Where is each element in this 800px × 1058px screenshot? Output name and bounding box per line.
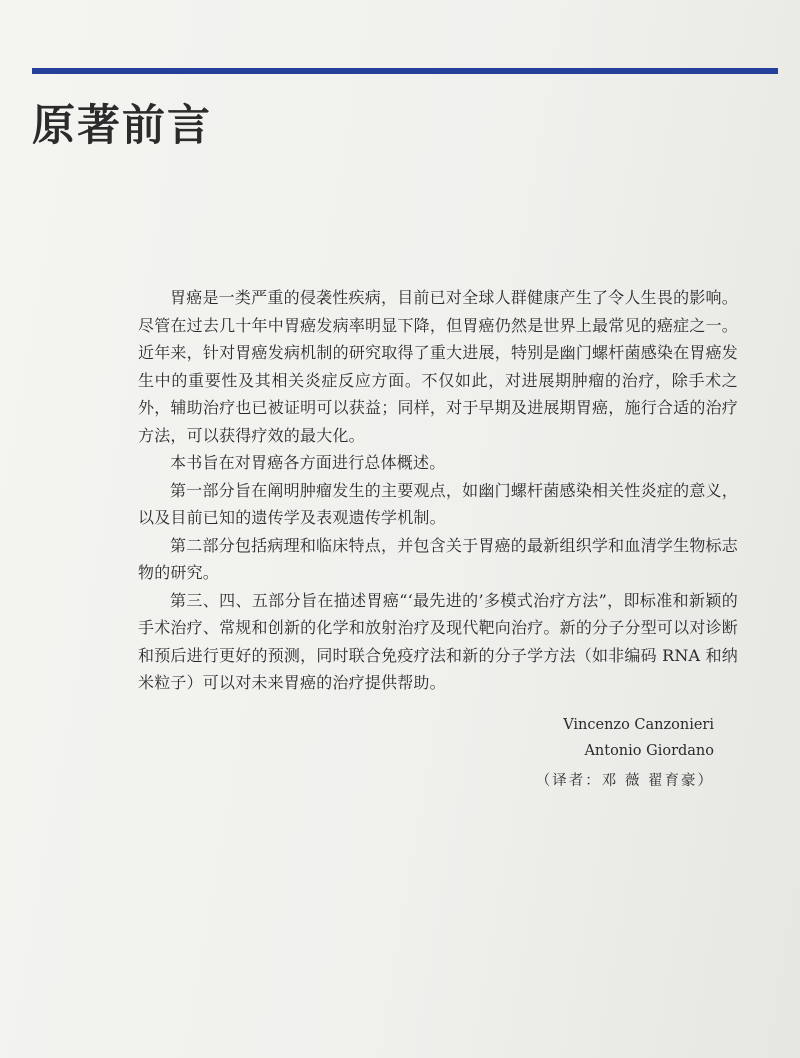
paragraph-1: 胃癌是一类严重的侵袭性疾病，目前已对全球人群健康产生了令人生畏的影响。尽管在过去几十年中胃癌发病率明显下降，但胃癌仍然是世界上最常见的癌症之一。近年来，针对胃癌发病机制的研究取得了重大进展，特别是幽门螺杆菌感染在胃癌发生中的重要性及其相关炎症反应方面。不仅如此，对进展期肿瘤的治疗，除手术之外，辅助治疗也已被证明可以获益；同样，对于早期及进展期胃癌，施行合适的治疗方法，可以获得疗效的最大化。	[138, 288, 738, 445]
paragraph-4: 第二部分包括病理和临床特点，并包含关于胃癌的最新组织学和血清学生物标志物的研究。	[138, 535, 738, 582]
paragraph-5: 第三、四、五部分旨在描述胃癌“‘最先进的’多模式治疗方法”，即标准和新颖的手术治疗、常规和创新的化学和放射治疗及现代靶向治疗。新的分子分型可以对诊断和预后进行更好的预测，同时联合免疫疗法和新的分子学方法（如非编码 RNA 和纳米粒子）可以对未来胃癌的治疗提供帮助。	[138, 590, 738, 692]
paragraph-2: 本书旨在对胃癌各方面进行总体概述。	[170, 453, 446, 472]
author-name: Antonio Giordano	[584, 743, 714, 759]
signature-block	[536, 712, 714, 794]
paragraph-3: 第一部分旨在阐明肿瘤发生的主要观点，如幽门螺杆菌感染相关性炎症的意义，以及目前已知的遗传学及表观遗传学机制。	[138, 480, 738, 527]
translators-credit: （译者：邓 薇 翟育豪）	[535, 773, 714, 789]
author-name: Vincenzo Canzonieri	[563, 717, 714, 733]
page-title: 原著前言	[32, 101, 212, 151]
preface-body	[138, 284, 738, 697]
header-rule	[32, 68, 778, 74]
